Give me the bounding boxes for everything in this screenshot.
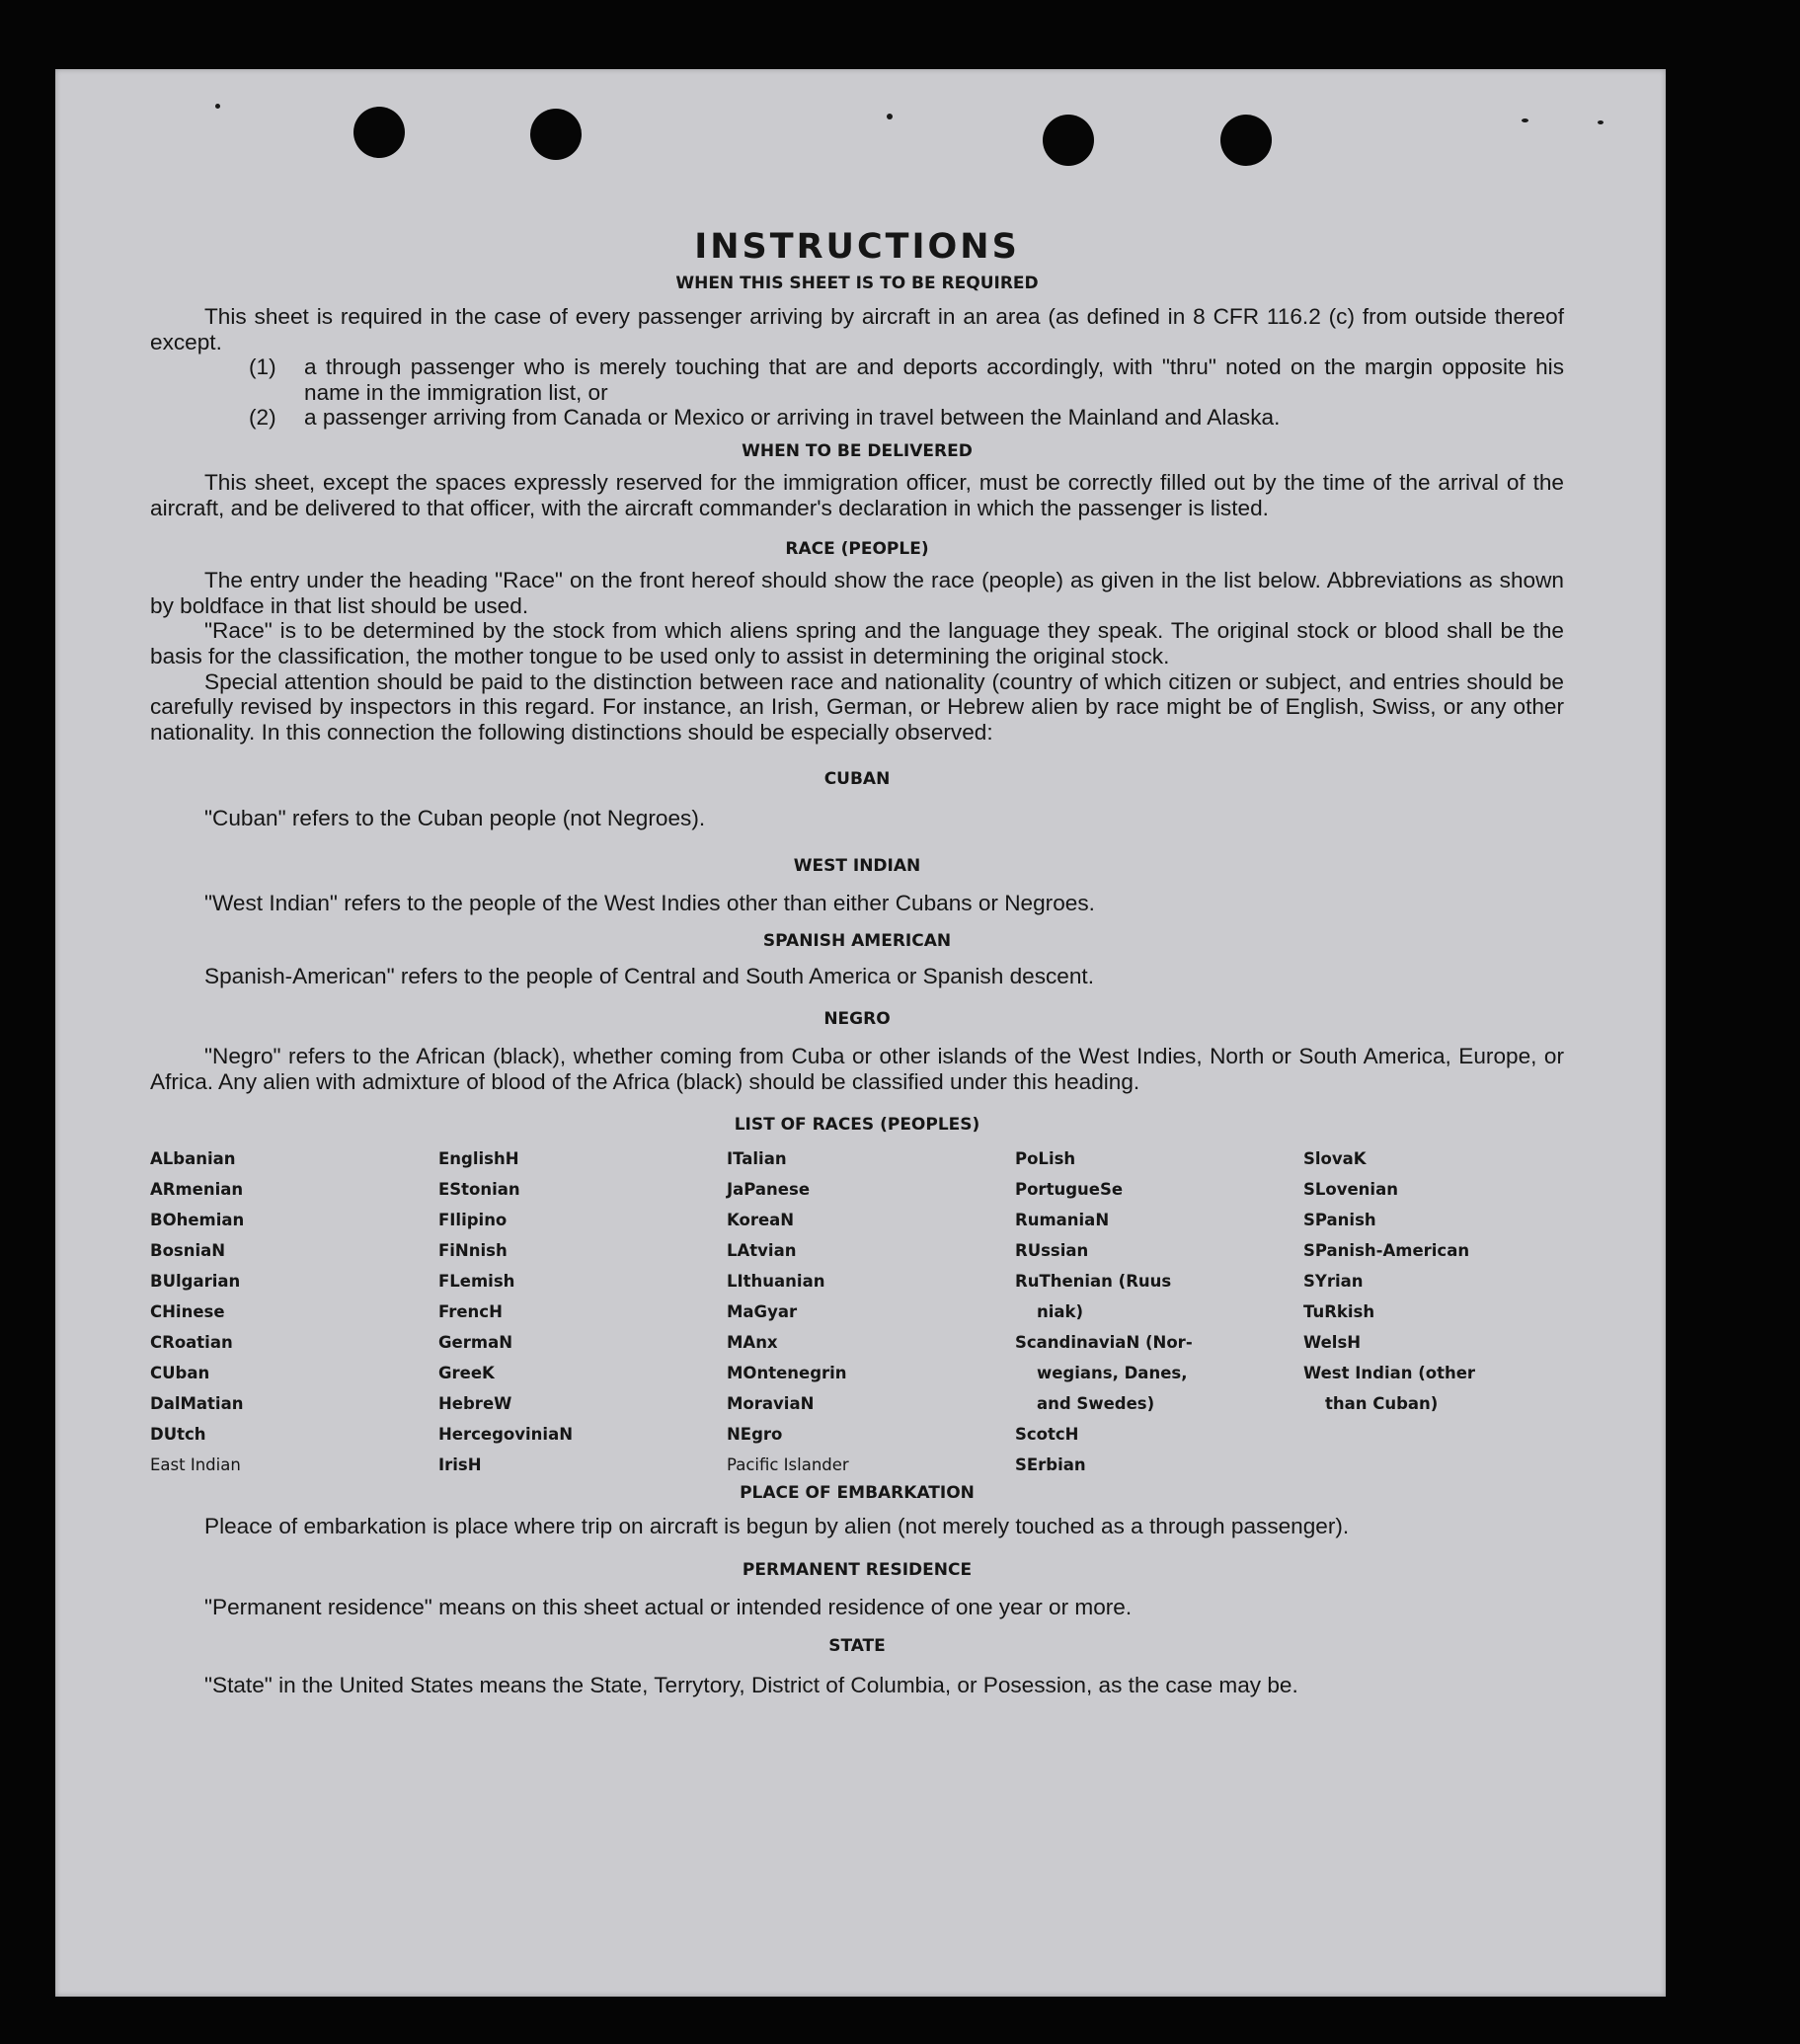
section-text: This sheet, except the spaces expressly reserved for the immigration officer, must be correctly filled out by the time of the arrival of the aircraft, and be delivered to that officer, with the aircraft commander's declaration in which the passenger is listed. (150, 469, 1564, 520)
race-entry: FrencH (438, 1302, 503, 1322)
race-entry: West Indian (other (1303, 1364, 1476, 1383)
race-entry: East Indian (150, 1455, 241, 1475)
race-entry: FLemish (438, 1272, 515, 1292)
race-entry: ScandinaviaN (Nor- (1015, 1333, 1193, 1353)
race-entry: GreeK (438, 1364, 495, 1383)
race-entry: FIlipino (438, 1211, 508, 1230)
race-entry: BOhemian (150, 1211, 245, 1230)
section-heading: WHEN TO BE DELIVERED (742, 440, 973, 461)
section-heading: PERMANENT RESIDENCE (742, 1559, 973, 1580)
list-item (150, 354, 1564, 405)
section-text: Spanish-American" refers to the people of Central and South America or Spanish descent. (204, 963, 1094, 988)
race-column (1303, 1143, 1592, 1480)
race-entry: BosniaN (150, 1241, 226, 1261)
punch-hole (1043, 115, 1094, 166)
section-text: "Cuban" refers to the Cuban people (not Negroes). (204, 806, 706, 831)
section-heading: LIST OF RACES (PEOPLES) (734, 1115, 980, 1136)
race-entry-continued: than Cuban) (1325, 1394, 1439, 1414)
race-entry: WelsH (1303, 1333, 1362, 1353)
section-text: "Negro" refers to the African (black), whether coming from Cuba or other islands of the West Indies, North or South America, Europe, or Africa. Any alien with admixture of blood of the Africa (black) should be classified under this heading. (150, 1044, 1564, 1094)
list-item-text: a through passenger who is merely touching that are and deports accordingly, with "thru" noted on the margin opposite his name in the immigration list, or (304, 354, 1564, 405)
section-heading: PLACE OF EMBARKATION (740, 1483, 975, 1504)
race-entry: BUlgarian (150, 1272, 241, 1292)
race-column (438, 1143, 727, 1480)
race-entry: LIthuanian (727, 1272, 825, 1292)
race-entry: NEgro (727, 1425, 783, 1445)
list-item-number: (1) (249, 354, 276, 380)
race-entry: TuRkish (1303, 1302, 1375, 1322)
race-entry: IrisH (438, 1455, 482, 1475)
race-entry: MaGyar (727, 1302, 798, 1322)
race-entry: HercegoviniaN (438, 1425, 574, 1445)
section-text: "West Indian" refers to the people of the West Indies other than either Cubans or Negroes. (204, 890, 1095, 915)
list-item (150, 405, 1564, 431)
race-entry: ITalian (727, 1149, 787, 1169)
section-heading: CUBAN (823, 769, 891, 790)
race-entry: CUban (150, 1364, 210, 1383)
instructions-content (150, 227, 1564, 1698)
list-item-number: (2) (249, 405, 276, 431)
race-column (150, 1143, 438, 1480)
section-heading: RACE (PEOPLE) (785, 539, 929, 560)
section-text: Special attention should be paid to the distinction between race and nationality (country of which citizen or subject, and entries should be carefully revised by inspectors in this regard. For instance, an Irish, German, or Hebrew alien by race might be of English, Swiss, or any other nationality. In this connection the following distinctions should be especially observed: (150, 668, 1564, 745)
race-entry: SLovenian (1303, 1180, 1398, 1200)
race-list (150, 1143, 1564, 1480)
race-entry: CRoatian (150, 1333, 233, 1353)
section-heading: WHEN THIS SHEET IS TO BE REQUIRED (675, 274, 1039, 293)
section-heading: NEGRO (823, 1009, 891, 1030)
race-entry: SYrian (1303, 1272, 1364, 1292)
speck (887, 114, 893, 119)
race-entry: JaPanese (727, 1180, 811, 1200)
race-entry: PoLish (1015, 1149, 1076, 1169)
section-text: "State" in the United States means the State, Terrytory, District of Columbia, or Posession, as the case may be. (204, 1673, 1298, 1698)
race-entry: ALbanian (150, 1149, 236, 1169)
race-entry: EStonian (438, 1180, 520, 1200)
section-text: "Permanent residence" means on this sheet actual or intended residence of one year or more. (204, 1594, 1133, 1619)
race-entry: ScotcH (1015, 1425, 1079, 1445)
race-entry: RUssian (1015, 1241, 1089, 1261)
race-entry: GermaN (438, 1333, 513, 1353)
race-entry: MoraviaN (727, 1394, 815, 1414)
race-entry: MOntenegrin (727, 1364, 847, 1383)
document-sheet (55, 69, 1666, 1997)
speck (1522, 118, 1528, 122)
race-entry: RuThenian (Ruus (1015, 1272, 1172, 1292)
race-entry: FiNnish (438, 1241, 508, 1261)
race-entry: SlovaK (1303, 1149, 1367, 1169)
section-heading: WEST INDIAN (793, 855, 921, 876)
race-entry: EnglishH (438, 1149, 519, 1169)
race-entry-continued: niak) (1037, 1302, 1084, 1322)
race-entry: HebreW (438, 1394, 512, 1414)
punch-hole (1220, 115, 1272, 166)
race-column (727, 1143, 1015, 1480)
race-entry: CHinese (150, 1302, 225, 1322)
race-entry: SErbian (1015, 1455, 1086, 1475)
race-entry: DalMatian (150, 1394, 244, 1414)
section-heading: STATE (828, 1636, 886, 1657)
speck (215, 104, 220, 109)
race-entry: SPanish (1303, 1211, 1376, 1230)
race-entry: SPanish-American (1303, 1241, 1470, 1261)
list-item-text: a passenger arriving from Canada or Mexico or arriving in travel between the Mainland and Alaska. (304, 405, 1281, 431)
punch-hole (530, 109, 582, 160)
speck (1598, 120, 1604, 124)
race-entry: MAnx (727, 1333, 778, 1353)
race-entry: KoreaN (727, 1211, 795, 1230)
race-entry: Pacific Islander (727, 1455, 849, 1475)
race-entry: ARmenian (150, 1180, 244, 1200)
section-text: This sheet is required in the case of every passenger arriving by aircraft in an area (as defined in 8 CFR 116.2 (c) from outside thereof except. (150, 304, 1564, 354)
race-entry: PortugueSe (1015, 1180, 1124, 1200)
punch-hole (353, 107, 405, 158)
race-entry: RumaniaN (1015, 1211, 1110, 1230)
section-heading: SPANISH AMERICAN (762, 930, 952, 951)
section-text: The entry under the heading "Race" on the front hereof should show the race (people) as given in the list below. Abbreviations as shown by boldface in that list should be used. (150, 568, 1564, 618)
race-column (1015, 1143, 1303, 1480)
page-title: INSTRUCTIONS (694, 227, 1020, 267)
section-text: "Race" is to be determined by the stock from which aliens spring and the language they speak. The original stock or blood shall be the basis for the classification, the mother tongue to be used only to assist in determining the original stock. (150, 618, 1564, 668)
section-text: Pleace of embarkation is place where trip on aircraft is begun by alien (not merely touched as a through passenger). (204, 1514, 1350, 1539)
race-entry: LAtvian (727, 1241, 797, 1261)
race-entry-continued: wegians, Danes, (1037, 1364, 1188, 1383)
race-entry: DUtch (150, 1425, 206, 1445)
race-entry-continued: and Swedes) (1037, 1394, 1155, 1414)
